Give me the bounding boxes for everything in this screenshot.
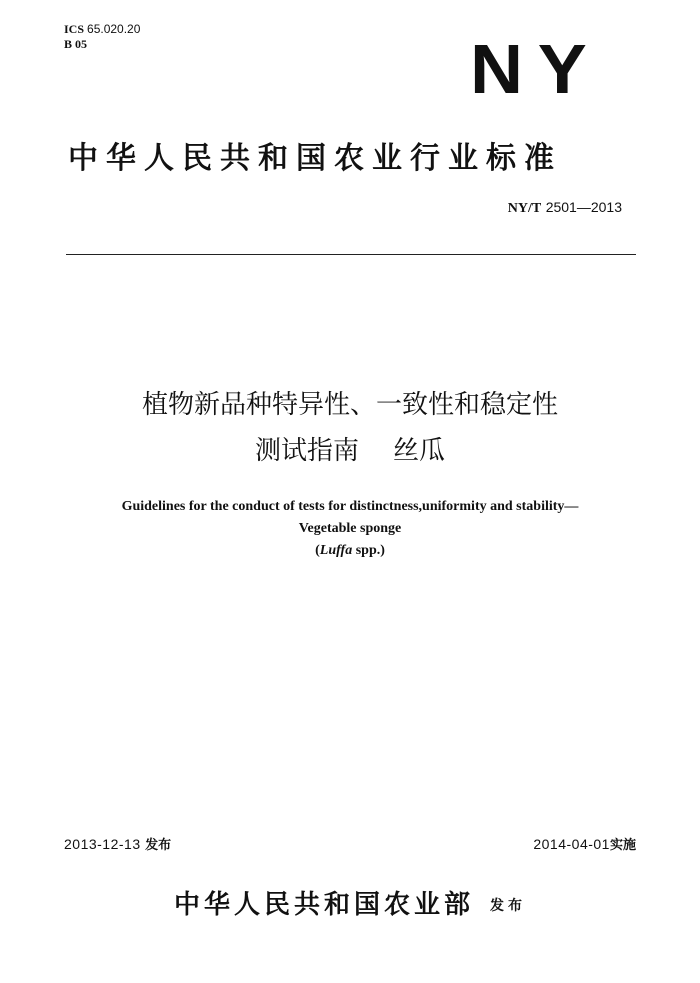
- chinese-title-guide: 测试指南: [254, 436, 359, 466]
- ics-code: ICS 65.020.20: [64, 22, 141, 36]
- publish-date-value: 2013-12-13: [64, 836, 141, 852]
- implement-date-value: 2014-04-01: [533, 836, 610, 852]
- implement-label: 实施: [609, 838, 636, 853]
- ccs-code: B 05: [64, 37, 88, 51]
- publish-label: 发布: [145, 838, 172, 853]
- header-divider: [66, 254, 636, 255]
- chinese-title-crop: 丝瓜: [393, 436, 446, 466]
- chinese-title-line2: [0, 432, 700, 470]
- classification-codes: [64, 22, 140, 52]
- chinese-title-line1: 植物新品种特异性、一致性和稳定性: [141, 390, 558, 420]
- standard-code-number: 2501—2013: [545, 199, 622, 215]
- issuer-name: 中华人民共和国农业部: [173, 890, 474, 920]
- ny-logo: NY: [470, 30, 602, 108]
- latin-genus: Luffa: [319, 543, 353, 558]
- standard-code: [508, 198, 622, 218]
- english-title-line2: Vegetable sponge: [298, 521, 402, 536]
- implement-date: [533, 834, 636, 856]
- issuer-label: 发布: [490, 898, 526, 914]
- issuer: [0, 884, 700, 921]
- english-title-line1: Guidelines for the conduct of tests for distinctness,uniformity and stability—: [121, 499, 579, 514]
- standard-code-prefix: NY/T: [507, 201, 542, 216]
- latin-name: (Luffa spp.): [315, 543, 385, 558]
- standard-title: 中华人民共和国农业行业标准: [68, 141, 562, 176]
- publish-date: [64, 834, 171, 856]
